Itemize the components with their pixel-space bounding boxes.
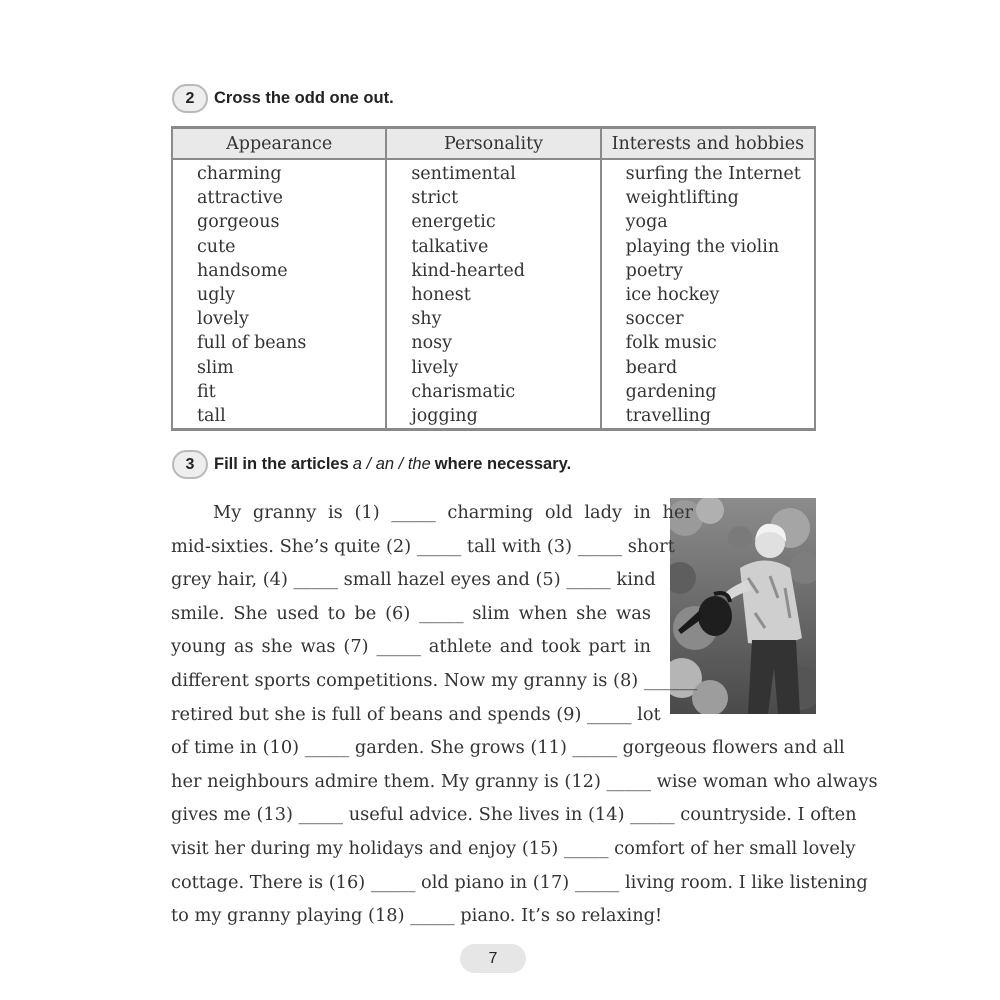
personality-column <box>386 159 600 430</box>
vocabulary-table <box>171 126 816 431</box>
task-number-badge: 3 <box>172 450 208 479</box>
word-item[interactable]: jogging <box>411 406 478 427</box>
word-item[interactable]: tall <box>197 406 226 427</box>
word-item[interactable]: kind-hearted <box>411 260 525 281</box>
word-item[interactable]: soccer <box>625 309 684 330</box>
word-item[interactable]: strict <box>411 188 459 209</box>
passage-line: visit her during my holidays and enjoy (15) _____ comfort of her small lovely <box>171 837 856 859</box>
word-item[interactable]: sentimental <box>411 164 516 184</box>
word-item[interactable]: playing the violin <box>625 236 780 257</box>
task-3-heading <box>172 450 571 479</box>
column-header-interests: Interests and hobbies <box>601 128 815 160</box>
word-item[interactable]: folk music <box>625 333 717 354</box>
task-instruction: Cross the odd one out. <box>214 89 394 107</box>
passage-line: of time in (10) _____ garden. She grows (11) _____ gorgeous flowers and all <box>171 737 845 759</box>
passage-line: grey hair, (4) _____ small hazel eyes and (5) _____ kind <box>171 569 656 591</box>
word-item[interactable]: gorgeous <box>197 212 280 233</box>
task-instruction-articles: a / an / the <box>352 455 431 473</box>
task-instruction-start: Fill in the articles <box>214 455 349 473</box>
word-item[interactable]: attractive <box>197 188 283 209</box>
word-item[interactable]: lovely <box>197 309 249 330</box>
word-item[interactable]: cute <box>197 236 236 257</box>
passage-line: different sports competitions. Now my granny is (8) ______ <box>171 669 698 691</box>
appearance-column <box>172 159 386 430</box>
word-item[interactable]: beard <box>625 357 678 378</box>
passage-line: to my granny playing (18) _____ piano. It’s so relaxing! <box>171 905 663 927</box>
column-header-appearance: Appearance <box>172 128 386 160</box>
word-item[interactable]: full of beans <box>197 333 307 354</box>
passage-line: My granny is (1) _____ charming old lady in her <box>213 502 693 523</box>
word-item[interactable]: talkative <box>411 236 489 257</box>
passage-line: mid-sixties. She’s quite (2) _____ tall with (3) _____ short <box>171 535 675 557</box>
word-item[interactable]: shy <box>411 309 442 330</box>
word-item[interactable]: nosy <box>411 333 453 354</box>
table-body-row <box>172 159 815 430</box>
article-gap-fill-passage <box>171 496 878 933</box>
word-item[interactable]: gardening <box>625 381 717 402</box>
word-item[interactable]: energetic <box>411 212 496 233</box>
passage-line: her neighbours admire them. My granny is (12) _____ wise woman who always <box>171 770 878 792</box>
word-item[interactable]: charming <box>197 164 282 184</box>
word-item[interactable]: lively <box>411 357 459 378</box>
word-item[interactable]: slim <box>197 357 234 378</box>
passage-line: cottage. There is (16) _____ old piano in (17) _____ living room. I like listening <box>171 871 868 893</box>
task-instruction-end: where necessary. <box>434 455 572 473</box>
word-item[interactable]: yoga <box>625 212 668 233</box>
page-number: 7 <box>460 944 526 973</box>
passage-line: smile. She used to be (6) _____ slim when she was <box>171 602 651 624</box>
passage-line: retired but she is full of beans and spends (9) _____ lot <box>171 703 661 725</box>
task-number-badge: 2 <box>172 84 208 113</box>
word-item[interactable]: ice hockey <box>625 285 720 306</box>
word-item[interactable]: travelling <box>625 406 711 427</box>
word-item[interactable]: poetry <box>625 260 684 281</box>
word-item[interactable]: surfing the Internet <box>625 164 801 184</box>
interests-column <box>601 159 815 430</box>
word-item[interactable]: handsome <box>197 260 288 281</box>
table-header-row <box>172 128 815 160</box>
passage-line: young as she was (7) _____ athlete and took part in <box>171 636 651 658</box>
column-header-personality: Personality <box>386 128 600 160</box>
word-item[interactable]: weightlifting <box>625 188 739 209</box>
word-item[interactable]: fit <box>197 381 216 402</box>
passage-line: gives me (13) _____ useful advice. She lives in (14) _____ countryside. I often <box>171 804 857 826</box>
word-item[interactable]: charismatic <box>411 381 516 402</box>
word-item[interactable]: ugly <box>197 285 235 306</box>
word-item[interactable]: honest <box>411 285 471 306</box>
task-2-heading <box>172 84 394 113</box>
